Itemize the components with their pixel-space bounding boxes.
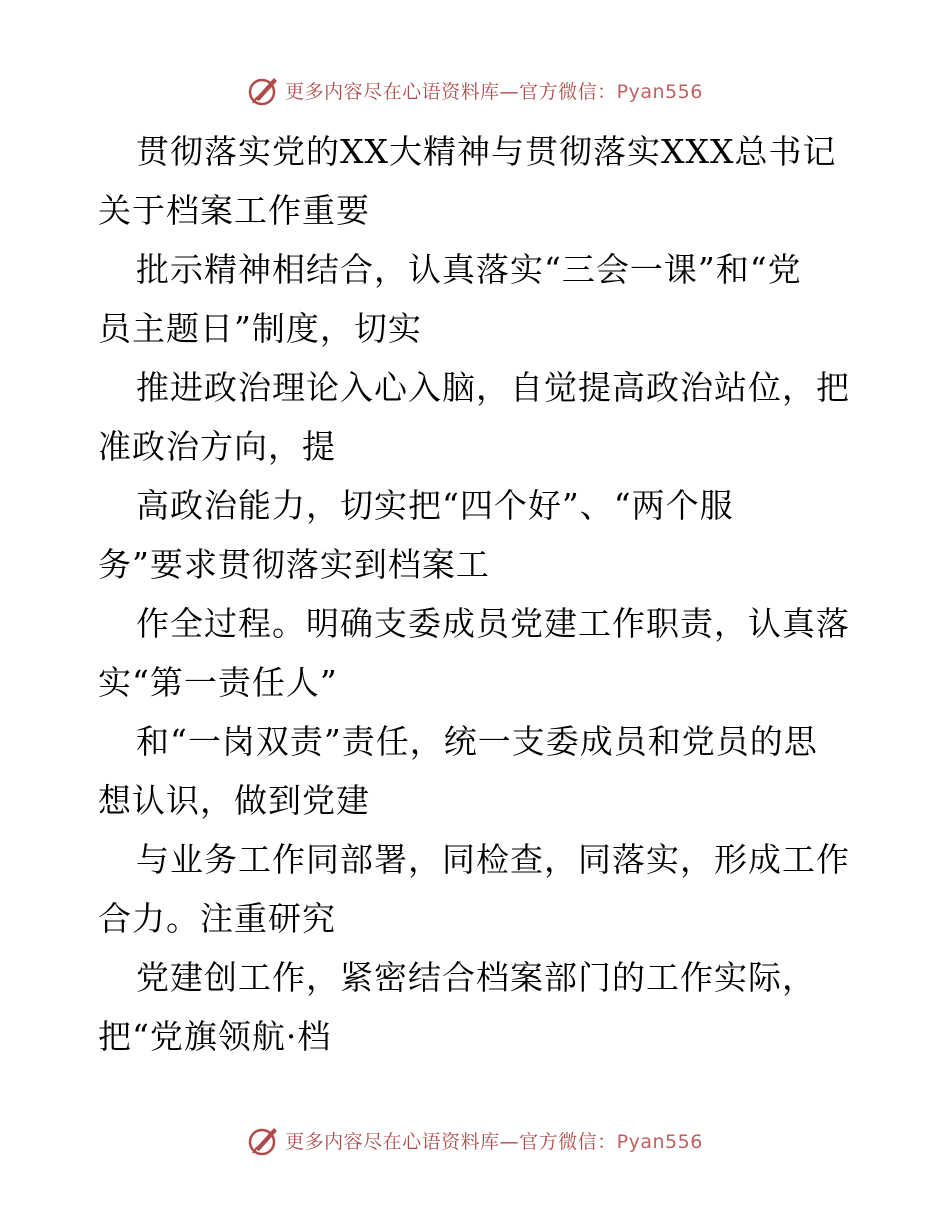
text-line: 作全过程。明确支委成员党建工作职责，认真落 <box>136 604 850 643</box>
document-body <box>98 122 858 1066</box>
text-line: 贯彻落实党的XX大精神与贯彻落实XXX总书记 <box>136 132 837 171</box>
text-line: 务”要求贯彻落实到档案工 <box>98 545 490 584</box>
text-line: 推进政治理论入心入脑，自觉提高政治站位，把 <box>136 368 850 407</box>
text-line: 高政治能力，切实把“四个好”、“两个服 <box>136 486 734 525</box>
footer-banner <box>0 1120 950 1160</box>
header-banner-handle: Pyan556 <box>616 80 703 103</box>
footer-banner-main: 更多内容尽在心语资料库—官方微信： <box>285 1130 617 1153</box>
text-line: 实“第一责任人” <box>98 663 338 702</box>
quill-pen-logo-icon <box>247 73 281 107</box>
text-line: 员主题日”制度，切实 <box>98 309 422 348</box>
header-banner-text <box>285 77 703 104</box>
text-line: 准政治方向，提 <box>98 427 336 466</box>
text-line: 和“一岗双责”责任，统一支委成员和党员的思 <box>136 722 818 761</box>
text-line: 想认识，做到党建 <box>98 781 370 820</box>
text-line: 把“党旗领航·档 <box>98 1017 332 1056</box>
text-line: 批示精神相结合，认真落实“三会一课”和“党 <box>136 250 802 289</box>
footer-banner-handle: Pyan556 <box>616 1130 703 1153</box>
text-line: 关于档案工作重要 <box>98 191 370 230</box>
text-line: 合力。注重研究 <box>98 899 336 938</box>
header-banner-main: 更多内容尽在心语资料库—官方微信： <box>285 80 617 103</box>
text-line: 与业务工作同部署，同检查，同落实，形成工作 <box>136 840 850 879</box>
quill-pen-logo-icon <box>247 1123 281 1157</box>
header-banner <box>0 70 950 110</box>
text-line: 党建创工作，紧密结合档案部门的工作实际， <box>136 958 816 997</box>
footer-banner-text <box>285 1127 703 1154</box>
